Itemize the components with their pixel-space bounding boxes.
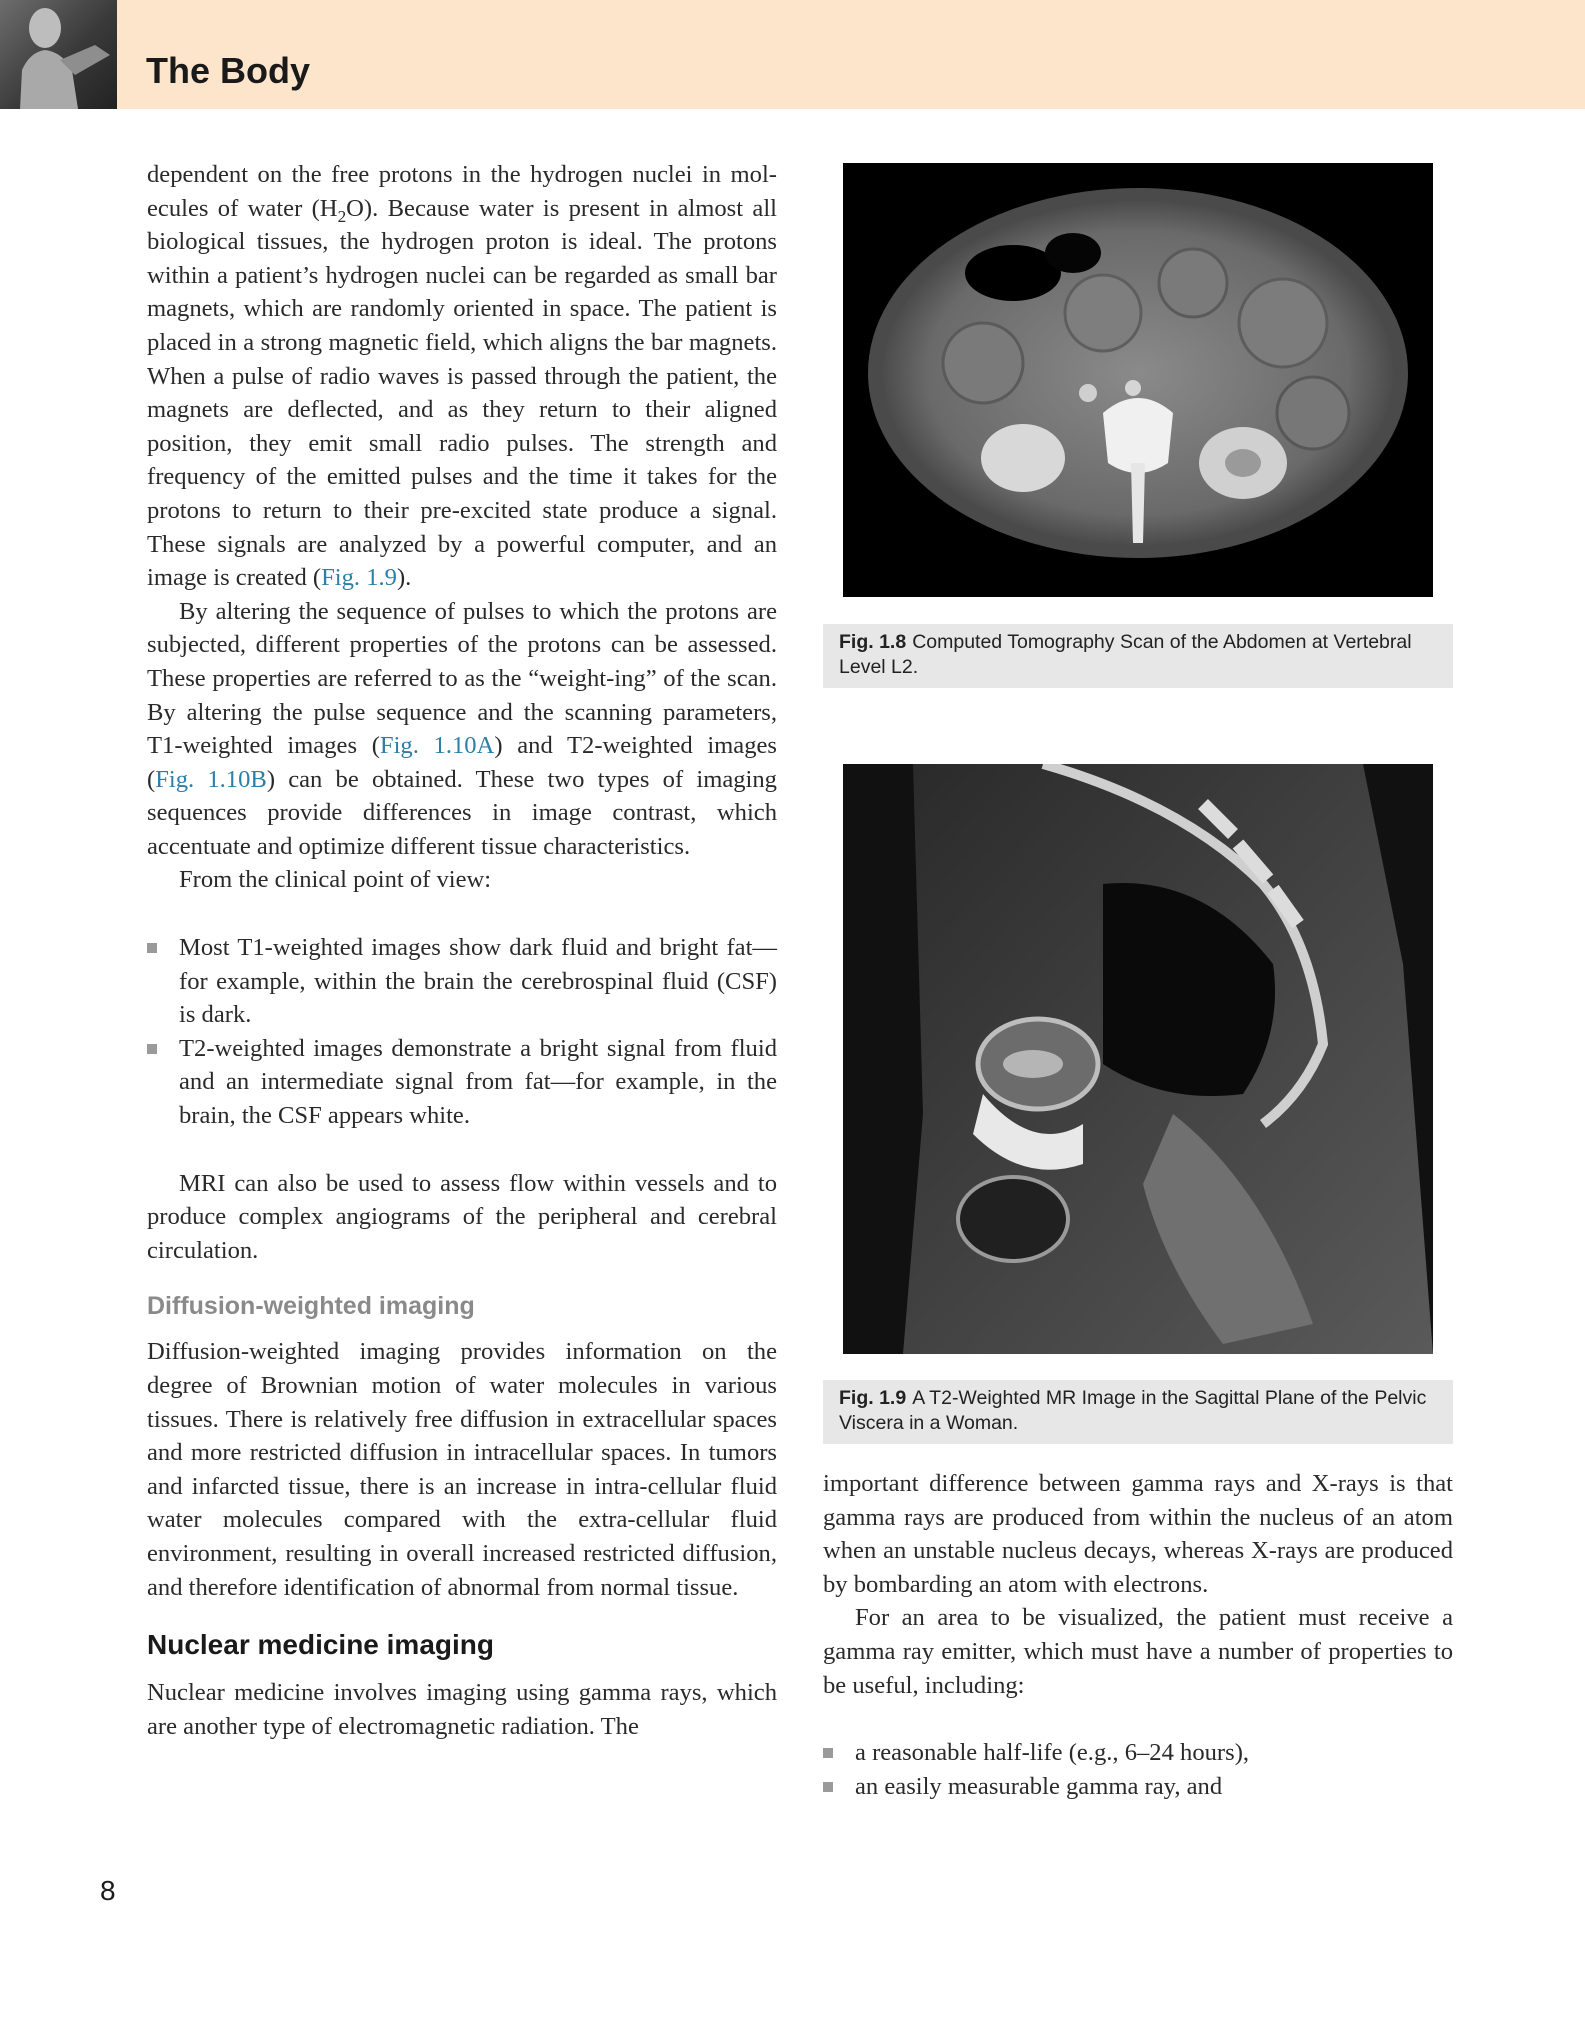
list-item: Most T1-weighted images show dark fluid and bright fat—for example, within the brain the cerebrospinal fluid (CSF) is dark. [147, 931, 777, 1032]
square-bullet-icon [147, 943, 157, 953]
list-item: an easily measurable gamma ray, and [823, 1770, 1453, 1804]
chapter-title: The Body [146, 50, 311, 91]
figure-caption [823, 1380, 1453, 1444]
figure-link[interactable]: Fig. 1.10B [155, 765, 267, 793]
section-heading: Nuclear medicine imaging [147, 1629, 494, 1661]
paragraph: For an area to be visualized, the patient must receive a gamma ray emitter, which must have a number of properties to be useful, including: [823, 1604, 1453, 1699]
list-item: T2-weighted images demonstrate a bright signal from fluid and an intermediate signal from fat—for example, in the brain, the CSF appears white. [147, 1032, 777, 1133]
left-column [147, 158, 777, 1743]
paragraph: From the clinical point of view: [179, 866, 492, 894]
figure-caption [823, 624, 1453, 688]
subheading: Diffusion-weighted imaging [147, 1292, 475, 1321]
caption-text: Computed Tomography Scan of the Abdomen at Vertebral Level L2. [839, 631, 1412, 678]
paragraph: MRI can also be used to assess flow within vessels and to produce complex angiograms of the peripheral and cerebral circulation. [147, 1169, 777, 1264]
paragraph: By altering the sequence of pulses to which the protons are subjected, different properties of the protons can be assessed. These properties are referred to as the “weight-ing” of the scan. By altering the pulse sequence and the scanning parameters, T1-weighted images (Fig. 1.10A) and T2-weighted images (Fig. 1.10B) can be obtained. These two types of imaging sequences provide differences in image contrast, which accentuate and optimize different tissue characteristics. [147, 597, 778, 860]
square-bullet-icon [823, 1748, 833, 1758]
figure-label: Fig. 1.9 [839, 1387, 907, 1409]
right-column [823, 1467, 1453, 1803]
figure-label: Fig. 1.8 [839, 631, 907, 653]
bullet-list [147, 931, 777, 1133]
list-item: a reasonable half-life (e.g., 6–24 hours), [823, 1736, 1453, 1770]
square-bullet-icon [147, 1044, 157, 1054]
paragraph: Nuclear medicine involves imaging using gamma rays, which are another type of electromagnetic radiation. The [147, 1679, 777, 1740]
figure-link[interactable]: Fig. 1.10A [379, 732, 495, 760]
page-number: 8 [100, 1875, 116, 1906]
figure-link[interactable]: Fig. 1.9 [321, 564, 397, 592]
ct-scan-image [843, 163, 1433, 597]
paragraph: Diffusion-weighted imaging provides information on the degree of Brownian motion of water molecules in various tissues. There is relatively free diffusion in extracellular spaces and more restricted diffusion in intracellular spaces. In tumors and infarcted tissue, there is an increase in intra-cellular fluid water molecules compared with the extra-cellular fluid environment, resulting in overall increased restricted diffusion, and therefore identification of abnormal from normal tissue. [147, 1338, 777, 1601]
body-figure-thumbnail-icon [0, 0, 117, 109]
caption-text: A T2-Weighted MR Image in the Sagittal Plane of the Pelvic Viscera in a Woman. [839, 1387, 1427, 1434]
bullet-list [823, 1736, 1453, 1803]
square-bullet-icon [823, 1782, 833, 1792]
page-header [0, 0, 1585, 109]
paragraph: dependent on the free protons in the hydrogen nuclei in mol-ecules of water $(H_2O)$. Because water is present in almost all biological tissues, the hydrogen proton is ideal. The protons within a patient’s hydrogen nuclei can be regarded as small bar magnets, which are randomly oriented in space. The patient is placed in a strong magnetic field, which aligns the bar magnets. When a pulse of radio waves is passed through the patient, the magnets are deflected, and as they return to their aligned position, they emit small radio pulses. The strength and frequency of the emitted pulses and the time it takes for the protons to return to their pre-excited state produce a signal. These signals are analyzed by a powerful computer, and an image is created (Fig. 1.9). [147, 161, 777, 592]
mri-sagittal-image [843, 764, 1433, 1354]
paragraph: important difference between gamma rays and X-rays is that gamma rays are produced from within the nucleus of an atom when an unstable nucleus decays, whereas X-rays are produced by bombarding an atom with electrons. [823, 1470, 1453, 1598]
